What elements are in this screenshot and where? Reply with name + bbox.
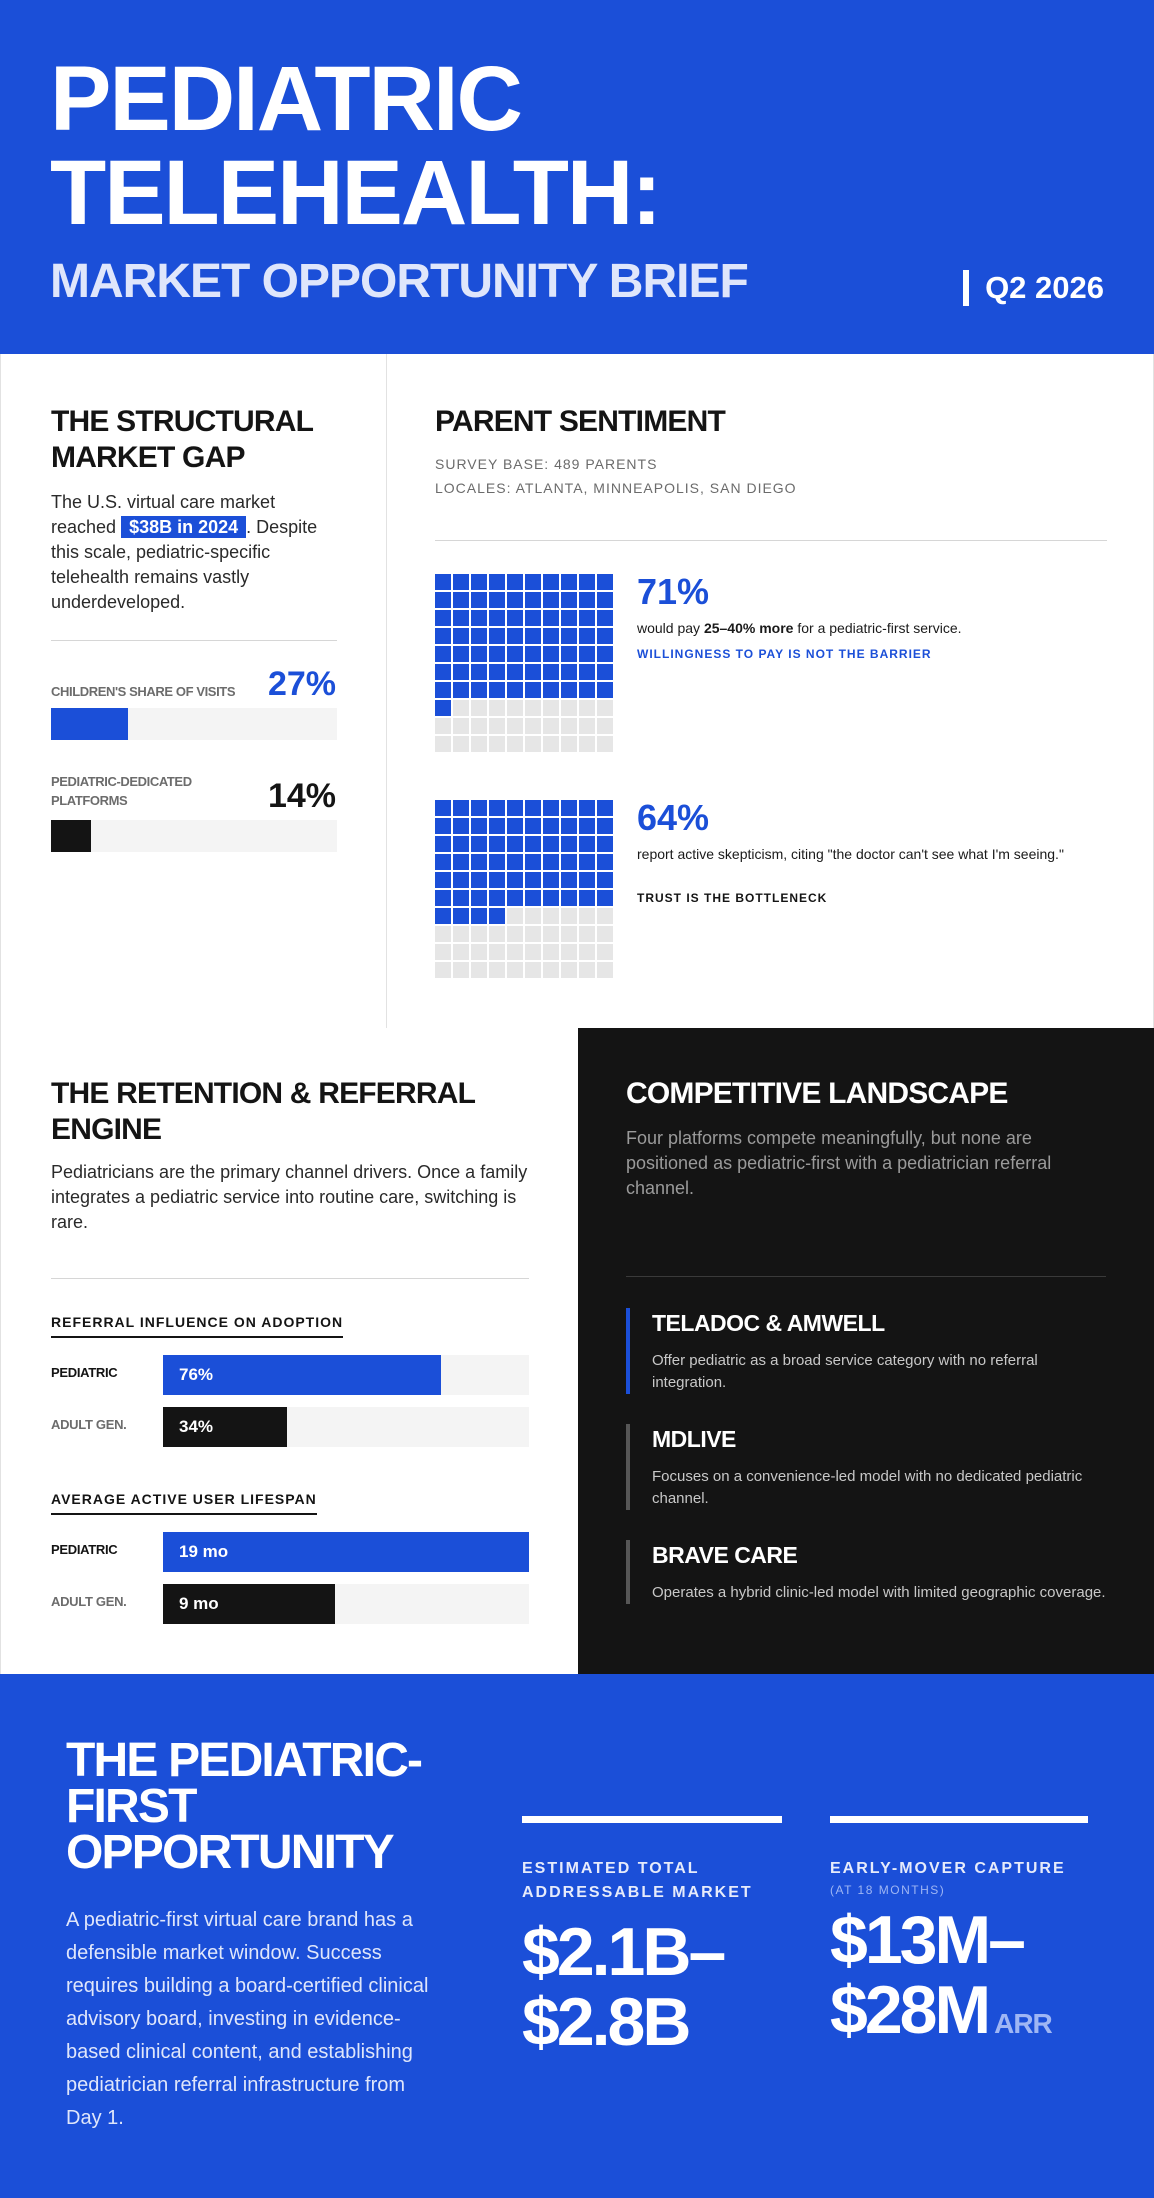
waffle-cell bbox=[597, 800, 613, 816]
waffle-cell bbox=[435, 682, 451, 698]
waffle-cell bbox=[489, 872, 505, 888]
divider bbox=[435, 540, 1107, 541]
waffle-cell bbox=[579, 736, 595, 752]
waffle-cell bbox=[525, 664, 541, 680]
waffle-cell bbox=[561, 628, 577, 644]
waffle-cell bbox=[579, 574, 595, 590]
waffle-cell bbox=[543, 574, 559, 590]
waffle-cell bbox=[489, 890, 505, 906]
willingness-value: 71% bbox=[637, 571, 710, 612]
waffle-cell bbox=[543, 646, 559, 662]
competitive-text: Four platforms compete meaningfully, but none are positioned as pediatric-first with a pediatrician referral channel. bbox=[626, 1128, 1052, 1198]
waffle-cell bbox=[561, 890, 577, 906]
waffle-cell bbox=[435, 962, 451, 978]
waffle-cell bbox=[471, 592, 487, 608]
parent-sentiment-panel bbox=[387, 354, 1154, 1028]
waffle-cell bbox=[525, 962, 541, 978]
kpi-rule bbox=[522, 1816, 782, 1823]
waffle-cell bbox=[597, 854, 613, 870]
waffle-cell bbox=[471, 818, 487, 834]
waffle-cell bbox=[579, 890, 595, 906]
market-size-highlight: $38B in 2024 bbox=[121, 516, 246, 538]
waffle-cell bbox=[525, 872, 541, 888]
retention-panel bbox=[0, 1028, 578, 1674]
waffle-cell bbox=[525, 818, 541, 834]
waffle-cell bbox=[435, 800, 451, 816]
waffle-cell bbox=[561, 574, 577, 590]
waffle-cell bbox=[579, 700, 595, 716]
pediatric-platforms-bar-fill bbox=[51, 820, 91, 852]
waffle-cell bbox=[489, 962, 505, 978]
waffle-cell bbox=[471, 736, 487, 752]
waffle-cell bbox=[597, 682, 613, 698]
waffle-cell bbox=[597, 700, 613, 716]
skepticism-value: 64% bbox=[637, 797, 710, 838]
waffle-cell bbox=[525, 592, 541, 608]
waffle-cell bbox=[489, 944, 505, 960]
waffle-cell bbox=[471, 700, 487, 716]
waffle-cell bbox=[507, 854, 523, 870]
referral-adult-label: ADULT GEN. bbox=[51, 1417, 127, 1432]
waffle-cell bbox=[453, 800, 469, 816]
kpi-note: (AT 18 MONTHS) bbox=[830, 1883, 946, 1897]
waffle-cell bbox=[525, 718, 541, 734]
kpi-label: ESTIMATED TOTAL ADDRESSABLE MARKET bbox=[522, 1860, 753, 1901]
waffle-cell bbox=[471, 718, 487, 734]
kpi-value-line-2: $2.8B bbox=[522, 1984, 689, 2060]
waffle-cell bbox=[597, 836, 613, 852]
willingness-text-bold: 25–40% more bbox=[703, 620, 794, 636]
willingness-tag: WILLINGNESS TO PAY IS NOT THE BARRIER bbox=[637, 647, 932, 661]
waffle-cell bbox=[471, 836, 487, 852]
waffle-cell bbox=[597, 736, 613, 752]
referral-pediatric-label: PEDIATRIC bbox=[51, 1365, 118, 1380]
waffle-cell bbox=[489, 718, 505, 734]
waffle-cell bbox=[507, 718, 523, 734]
waffle-cell bbox=[597, 574, 613, 590]
waffle-cell bbox=[579, 836, 595, 852]
waffle-cell bbox=[543, 818, 559, 834]
waffle-cell bbox=[579, 592, 595, 608]
waffle-cell bbox=[435, 836, 451, 852]
kpi-rule bbox=[830, 1816, 1088, 1823]
kpi-value bbox=[522, 1914, 782, 2060]
waffle-cell bbox=[525, 836, 541, 852]
kpi-label: EARLY-MOVER CAPTURE bbox=[830, 1860, 1066, 1877]
waffle-cell bbox=[579, 800, 595, 816]
referral-pediatric-bar-fill: 76% bbox=[163, 1355, 441, 1395]
waffle-cell bbox=[543, 890, 559, 906]
waffle-cell bbox=[561, 926, 577, 942]
waffle-cell bbox=[507, 962, 523, 978]
waffle-cell bbox=[525, 854, 541, 870]
waffle-cell bbox=[525, 736, 541, 752]
pediatric-platforms-bar bbox=[51, 820, 337, 852]
waffle-cell bbox=[507, 872, 523, 888]
waffle-cell bbox=[525, 926, 541, 942]
waffle-cell bbox=[453, 646, 469, 662]
waffle-cell bbox=[489, 818, 505, 834]
waffle-cell bbox=[453, 664, 469, 680]
referral-pediatric-bar bbox=[163, 1355, 529, 1395]
waffle-cell bbox=[525, 574, 541, 590]
waffle-cell bbox=[543, 800, 559, 816]
lifespan-pediatric-bar bbox=[163, 1532, 529, 1572]
waffle-cell bbox=[489, 700, 505, 716]
competitor-name: TELADOC & AMWELL bbox=[652, 1310, 885, 1336]
opportunity-text: A pediatric-first virtual care brand has a defensible market window. Success requires building a board-certified clinical advisory board, investing in evidence-based clinical content, and establishing pediatrician referral infrastructure from Day 1. bbox=[66, 1909, 429, 2129]
waffle-cell bbox=[561, 854, 577, 870]
waffle-cell bbox=[579, 646, 595, 662]
waffle-cell bbox=[471, 574, 487, 590]
waffle-cell bbox=[471, 926, 487, 942]
waffle-cell bbox=[471, 872, 487, 888]
waffle-cell bbox=[579, 872, 595, 888]
lifespan-adult-bar bbox=[163, 1584, 529, 1624]
waffle-cell bbox=[579, 926, 595, 942]
market-gap-text-suffix: . Despite this scale, pediatric-specific telehealth remains vastly underdeveloped. bbox=[51, 517, 318, 612]
kpi-value-line-1: $2.1B– bbox=[522, 1914, 724, 1990]
retention-title: THE RETENTION & REFERRAL ENGINE bbox=[51, 1077, 475, 1146]
waffle-cell bbox=[597, 926, 613, 942]
children-share-bar-fill bbox=[51, 708, 128, 740]
waffle-chart-willingness bbox=[435, 574, 615, 754]
waffle-cell bbox=[507, 836, 523, 852]
kpi-value-line-2-amount: $28M bbox=[830, 1972, 989, 2048]
waffle-cell bbox=[453, 962, 469, 978]
waffle-cell bbox=[453, 926, 469, 942]
waffle-cell bbox=[579, 718, 595, 734]
waffle-cell bbox=[543, 628, 559, 644]
waffle-cell bbox=[543, 854, 559, 870]
waffle-cell bbox=[435, 818, 451, 834]
waffle-cell bbox=[489, 800, 505, 816]
waffle-cell bbox=[453, 736, 469, 752]
waffle-cell bbox=[453, 718, 469, 734]
waffle-cell bbox=[489, 628, 505, 644]
waffle-cell bbox=[507, 908, 523, 924]
waffle-cell bbox=[489, 610, 505, 626]
waffle-cell bbox=[507, 800, 523, 816]
waffle-cell bbox=[507, 574, 523, 590]
waffle-cell bbox=[435, 908, 451, 924]
waffle-cell bbox=[525, 890, 541, 906]
waffle-cell bbox=[489, 854, 505, 870]
referral-influence-label: REFERRAL INFLUENCE ON ADOPTION bbox=[51, 1312, 343, 1338]
market-gap-text-prefix: The U.S. virtual care market reached bbox=[51, 492, 276, 537]
waffle-cell bbox=[579, 610, 595, 626]
opportunity-title: THE PEDIATRIC-FIRST OPPORTUNITY bbox=[66, 1734, 422, 1879]
waffle-cell bbox=[435, 944, 451, 960]
kpi-unit: ARR bbox=[994, 2008, 1052, 2039]
skepticism-tag: TRUST IS THE BOTTLENECK bbox=[637, 891, 828, 905]
competitor-desc: Operates a hybrid clinic-led model with limited geographic coverage. bbox=[652, 1584, 1106, 1601]
divider bbox=[626, 1276, 1106, 1277]
waffle-cell bbox=[489, 646, 505, 662]
waffle-cell bbox=[435, 890, 451, 906]
waffle-cell bbox=[579, 818, 595, 834]
waffle-cell bbox=[543, 836, 559, 852]
parent-sentiment-title: PARENT SENTIMENT bbox=[435, 405, 725, 438]
waffle-cell bbox=[561, 646, 577, 662]
title-line-2: TELEHEALTH: bbox=[50, 142, 661, 244]
pediatric-platforms-label: PEDIATRIC-DEDICATED PLATFORMS bbox=[51, 774, 192, 808]
waffle-cell bbox=[453, 682, 469, 698]
divider bbox=[51, 640, 337, 641]
waffle-cell bbox=[489, 574, 505, 590]
waffle-cell bbox=[471, 664, 487, 680]
waffle-cell bbox=[489, 682, 505, 698]
pediatric-platforms-value: 14% bbox=[267, 777, 336, 815]
lifespan-pediatric-label: PEDIATRIC bbox=[51, 1542, 118, 1557]
competitor-desc: Focuses on a convenience-led model with no dedicated pediatric channel. bbox=[652, 1468, 1083, 1507]
waffle-cell bbox=[435, 628, 451, 644]
lifespan-adult-label: ADULT GEN. bbox=[51, 1594, 127, 1609]
waffle-cell bbox=[435, 718, 451, 734]
waffle-cell bbox=[471, 800, 487, 816]
children-share-bar bbox=[51, 708, 337, 740]
waffle-cell bbox=[453, 854, 469, 870]
waffle-cell bbox=[435, 592, 451, 608]
willingness-text-after: for a pediatric-first service. bbox=[793, 620, 962, 636]
waffle-cell bbox=[543, 718, 559, 734]
waffle-cell bbox=[507, 628, 523, 644]
competitor-teladoc-amwell bbox=[626, 1308, 1106, 1394]
waffle-cell bbox=[471, 854, 487, 870]
competitor-desc: Offer pediatric as a broad service category with no referral integration. bbox=[652, 1352, 1038, 1391]
opportunity-section bbox=[0, 1674, 1154, 2198]
waffle-cell bbox=[507, 664, 523, 680]
waffle-cell bbox=[453, 574, 469, 590]
waffle-cell bbox=[561, 944, 577, 960]
waffle-cell bbox=[453, 610, 469, 626]
waffle-cell bbox=[453, 944, 469, 960]
waffle-cell bbox=[597, 944, 613, 960]
waffle-cell bbox=[435, 854, 451, 870]
retention-text: Pediatricians are the primary channel drivers. Once a family integrates a pediatric service into routine care, switching is rare. bbox=[51, 1162, 528, 1232]
waffle-cell bbox=[561, 592, 577, 608]
waffle-cell bbox=[579, 854, 595, 870]
willingness-text bbox=[637, 618, 1107, 638]
waffle-cell bbox=[489, 836, 505, 852]
waffle-cell bbox=[597, 646, 613, 662]
quarter-label: Q2 2026 bbox=[963, 270, 1104, 306]
waffle-cell bbox=[561, 836, 577, 852]
referral-adult-bar bbox=[163, 1407, 529, 1447]
waffle-cell bbox=[507, 682, 523, 698]
referral-adult-bar-fill: 34% bbox=[163, 1407, 287, 1447]
waffle-cell bbox=[597, 610, 613, 626]
waffle-cell bbox=[597, 718, 613, 734]
waffle-cell bbox=[561, 818, 577, 834]
waffle-cell bbox=[471, 646, 487, 662]
waffle-cell bbox=[561, 664, 577, 680]
waffle-cell bbox=[489, 736, 505, 752]
waffle-cell bbox=[489, 908, 505, 924]
waffle-cell bbox=[561, 800, 577, 816]
waffle-cell bbox=[579, 908, 595, 924]
waffle-cell bbox=[453, 836, 469, 852]
waffle-cell bbox=[561, 736, 577, 752]
waffle-cell bbox=[435, 574, 451, 590]
waffle-cell bbox=[543, 962, 559, 978]
waffle-cell bbox=[507, 944, 523, 960]
page-subtitle: MARKET OPPORTUNITY BRIEF bbox=[50, 255, 748, 308]
waffle-cell bbox=[525, 682, 541, 698]
waffle-cell bbox=[507, 926, 523, 942]
waffle-cell bbox=[597, 908, 613, 924]
waffle-cell bbox=[507, 736, 523, 752]
waffle-cell bbox=[543, 700, 559, 716]
waffle-cell bbox=[507, 700, 523, 716]
waffle-cell bbox=[561, 962, 577, 978]
kpi-total-addressable-market bbox=[522, 1816, 782, 2060]
waffle-cell bbox=[435, 664, 451, 680]
waffle-cell bbox=[525, 944, 541, 960]
waffle-cell bbox=[435, 926, 451, 942]
willingness-text-before: would pay bbox=[637, 620, 704, 636]
title-line-1: PEDIATRIC bbox=[50, 48, 521, 150]
waffle-cell bbox=[453, 908, 469, 924]
competitor-mdlive bbox=[626, 1424, 1106, 1510]
waffle-cell bbox=[543, 944, 559, 960]
waffle-cell bbox=[579, 944, 595, 960]
waffle-cell bbox=[435, 736, 451, 752]
waffle-cell bbox=[489, 664, 505, 680]
waffle-cell bbox=[453, 872, 469, 888]
waffle-cell bbox=[435, 700, 451, 716]
page-title bbox=[50, 48, 661, 244]
waffle-cell bbox=[525, 628, 541, 644]
competitor-name: MDLIVE bbox=[652, 1426, 736, 1452]
waffle-cell bbox=[471, 890, 487, 906]
lifespan-pediatric-bar-fill: 19 mo bbox=[163, 1532, 529, 1572]
waffle-cell bbox=[525, 610, 541, 626]
waffle-cell bbox=[489, 592, 505, 608]
waffle-cell bbox=[543, 872, 559, 888]
waffle-cell bbox=[471, 944, 487, 960]
waffle-cell bbox=[597, 664, 613, 680]
kpi-value-line-2 bbox=[830, 1972, 1088, 2059]
children-share-label: CHILDREN'S SHARE OF VISITS bbox=[51, 684, 236, 699]
market-sentiment-section bbox=[0, 354, 1154, 1028]
waffle-cell bbox=[543, 664, 559, 680]
waffle-cell bbox=[543, 610, 559, 626]
kpi-value bbox=[830, 1902, 1088, 2059]
waffle-cell bbox=[507, 610, 523, 626]
waffle-cell bbox=[435, 646, 451, 662]
waffle-cell bbox=[579, 962, 595, 978]
waffle-cell bbox=[579, 664, 595, 680]
waffle-cell bbox=[525, 800, 541, 816]
waffle-cell bbox=[543, 592, 559, 608]
competitor-brave-care bbox=[626, 1540, 1106, 1604]
market-gap-text bbox=[51, 490, 336, 615]
waffle-cell bbox=[579, 628, 595, 644]
competitor-name: BRAVE CARE bbox=[652, 1542, 798, 1568]
waffle-cell bbox=[471, 610, 487, 626]
skepticism-text: report active skepticism, citing "the doctor can't see what I'm seeing." bbox=[637, 846, 1064, 862]
waffle-cell bbox=[507, 592, 523, 608]
lifespan-label: AVERAGE ACTIVE USER LIFESPAN bbox=[51, 1489, 317, 1515]
waffle-cell bbox=[597, 872, 613, 888]
waffle-cell bbox=[597, 592, 613, 608]
waffle-cell bbox=[561, 610, 577, 626]
survey-base: SURVEY BASE: 489 PARENTS bbox=[435, 456, 658, 472]
waffle-cell bbox=[507, 646, 523, 662]
market-gap-title: THE STRUCTURAL MARKET GAP bbox=[51, 405, 313, 474]
waffle-cell bbox=[543, 682, 559, 698]
waffle-cell bbox=[561, 908, 577, 924]
waffle-cell bbox=[525, 646, 541, 662]
waffle-cell bbox=[453, 890, 469, 906]
waffle-cell bbox=[561, 700, 577, 716]
waffle-chart-skepticism bbox=[435, 800, 615, 980]
waffle-cell bbox=[597, 628, 613, 644]
competitive-title: COMPETITIVE LANDSCAPE bbox=[626, 1077, 1008, 1110]
waffle-cell bbox=[453, 700, 469, 716]
competitive-landscape-panel bbox=[578, 1028, 1154, 1674]
kpi-early-mover-capture bbox=[830, 1816, 1088, 2059]
waffle-cell bbox=[597, 962, 613, 978]
waffle-cell bbox=[471, 962, 487, 978]
waffle-cell bbox=[507, 818, 523, 834]
kpi-value-line-1: $13M– bbox=[830, 1902, 1023, 1978]
waffle-cell bbox=[471, 628, 487, 644]
divider bbox=[51, 1278, 529, 1279]
waffle-cell bbox=[561, 718, 577, 734]
waffle-cell bbox=[489, 926, 505, 942]
market-gap-panel bbox=[1, 354, 387, 1028]
waffle-cell bbox=[597, 818, 613, 834]
waffle-cell bbox=[507, 890, 523, 906]
waffle-cell bbox=[453, 592, 469, 608]
waffle-cell bbox=[579, 682, 595, 698]
waffle-cell bbox=[525, 700, 541, 716]
waffle-cell bbox=[435, 610, 451, 626]
waffle-cell bbox=[525, 908, 541, 924]
waffle-cell bbox=[543, 908, 559, 924]
waffle-cell bbox=[543, 926, 559, 942]
waffle-cell bbox=[453, 628, 469, 644]
waffle-cell bbox=[453, 818, 469, 834]
lifespan-adult-bar-fill: 9 mo bbox=[163, 1584, 335, 1624]
children-share-value: 27% bbox=[267, 665, 336, 703]
waffle-cell bbox=[543, 736, 559, 752]
waffle-cell bbox=[597, 890, 613, 906]
waffle-cell bbox=[471, 908, 487, 924]
waffle-cell bbox=[561, 682, 577, 698]
waffle-cell bbox=[435, 872, 451, 888]
waffle-cell bbox=[471, 682, 487, 698]
waffle-cell bbox=[561, 872, 577, 888]
header-banner bbox=[0, 0, 1154, 354]
survey-locales: LOCALES: ATLANTA, MINNEAPOLIS, SAN DIEGO bbox=[435, 480, 797, 496]
